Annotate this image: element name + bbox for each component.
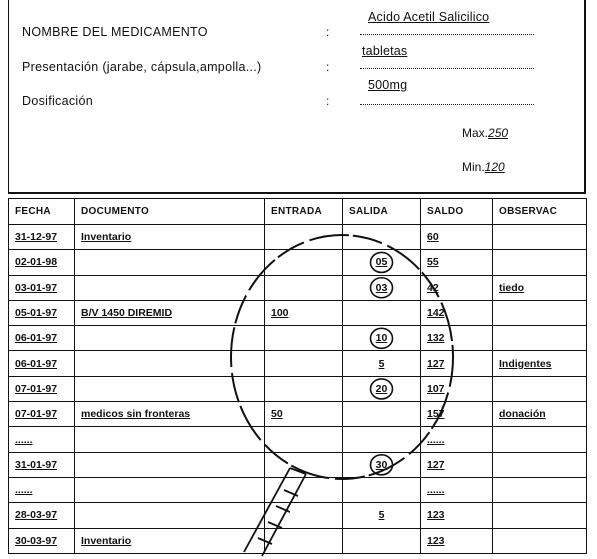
cell-salida	[343, 477, 421, 502]
table-row	[9, 376, 587, 401]
cell-fecha	[9, 326, 75, 351]
cell-saldo	[421, 250, 493, 275]
cell-saldo	[421, 300, 493, 325]
cell-salida	[343, 427, 421, 452]
cell-observ	[493, 376, 587, 401]
cell-saldo	[421, 351, 493, 376]
cell-salida	[343, 503, 421, 528]
medication-name-value: Acido Acetil Salicilico	[368, 10, 490, 24]
cell-saldo	[421, 427, 493, 452]
cell-observ	[493, 477, 587, 502]
cell-fecha	[9, 225, 75, 250]
cell-saldo	[421, 503, 493, 528]
col-header-entrada: ENTRADA	[265, 199, 343, 225]
presentation-value: tabletas	[362, 44, 408, 58]
cell-entrada	[265, 528, 343, 553]
cell-salida	[343, 351, 421, 376]
table-row	[9, 300, 587, 325]
cell-entrada	[265, 402, 343, 427]
cell-saldo-text: 123	[427, 509, 445, 522]
cell-observ	[493, 225, 587, 250]
cell-fecha-text: 05-01-97	[15, 307, 58, 320]
cell-salida	[343, 528, 421, 553]
table-row	[9, 326, 587, 351]
cell-observ	[493, 452, 587, 477]
cell-saldo	[421, 477, 493, 502]
cell-saldo-text: 142	[427, 307, 445, 320]
max-stock	[462, 126, 508, 140]
cell-saldo-text: 132	[427, 332, 445, 345]
colon: :	[326, 60, 330, 74]
cell-fecha-text: 30-03-97	[15, 534, 58, 547]
table-row	[9, 503, 587, 528]
table-row	[9, 528, 587, 553]
min-stock	[462, 160, 505, 174]
cell-fecha	[9, 477, 75, 502]
cell-salida-text: 20	[375, 382, 388, 395]
cell-saldo	[421, 225, 493, 250]
cell-saldo	[421, 528, 493, 553]
cell-observ	[493, 427, 587, 452]
cell-documento-text: Inventario	[81, 231, 132, 244]
col-header-saldo: SALDO	[421, 199, 493, 225]
cell-fecha	[9, 300, 75, 325]
cell-fecha	[9, 402, 75, 427]
cell-fecha	[9, 452, 75, 477]
cell-salida-text: 30	[375, 458, 388, 471]
cell-documento	[75, 477, 265, 502]
cell-observ	[493, 351, 587, 376]
cell-documento	[75, 376, 265, 401]
table-row	[9, 275, 587, 300]
stock-movements-table	[8, 198, 587, 554]
table-row	[9, 452, 587, 477]
cell-fecha-text: 07-01-97	[15, 382, 58, 395]
cell-observ	[493, 402, 587, 427]
dotted-line	[360, 34, 534, 35]
cell-entrada-text: 50	[271, 408, 283, 421]
cell-salida	[343, 250, 421, 275]
cell-saldo	[421, 402, 493, 427]
cell-observ	[493, 275, 587, 300]
cell-fecha-text: 07-01-97	[15, 408, 58, 421]
cell-salida-text: 03	[375, 281, 388, 294]
cell-fecha-text: 31-12-97	[15, 231, 58, 244]
cell-fecha	[9, 376, 75, 401]
cell-fecha	[9, 503, 75, 528]
presentation-label: Presentación (jarabe, cápsula,ampolla...)	[22, 60, 262, 74]
cell-salida-text: 5	[378, 509, 385, 522]
cell-entrada	[265, 326, 343, 351]
cell-documento	[75, 300, 265, 325]
cell-salida	[343, 326, 421, 351]
cell-saldo	[421, 275, 493, 300]
cell-fecha-text: 28-03-97	[15, 509, 58, 522]
cell-salida	[343, 402, 421, 427]
cell-saldo	[421, 376, 493, 401]
col-header-observac: OBSERVAC	[493, 199, 587, 225]
cell-fecha-text: 03-01-97	[15, 281, 58, 294]
cell-saldo-text: ......	[427, 433, 445, 446]
cell-entrada	[265, 477, 343, 502]
cell-documento-text: Inventario	[81, 534, 132, 547]
cell-entrada	[265, 300, 343, 325]
cell-documento	[75, 250, 265, 275]
table-row	[9, 225, 587, 250]
cell-fecha	[9, 528, 75, 553]
cell-entrada	[265, 250, 343, 275]
cell-saldo-text: ......	[427, 484, 445, 497]
cell-fecha-text: ......	[15, 484, 33, 497]
cell-observ	[493, 528, 587, 553]
table-row	[9, 427, 587, 452]
cell-salida	[343, 225, 421, 250]
cell-observ	[493, 326, 587, 351]
cell-documento	[75, 351, 265, 376]
cell-observ-text: donación	[499, 408, 546, 421]
cell-entrada	[265, 427, 343, 452]
cell-fecha	[9, 427, 75, 452]
col-header-fecha: FECHA	[9, 199, 75, 225]
cell-salida-text: 05	[375, 256, 388, 269]
cell-fecha-text: 06-01-97	[15, 332, 58, 345]
min-label: Min.	[462, 160, 485, 174]
cell-documento	[75, 452, 265, 477]
cell-saldo-text: 55	[427, 256, 439, 269]
cell-observ-text: Indigentes	[499, 357, 552, 370]
cell-salida	[343, 275, 421, 300]
cell-saldo-text: 127	[427, 458, 445, 471]
cell-entrada	[265, 275, 343, 300]
cell-salida	[343, 452, 421, 477]
cell-saldo	[421, 326, 493, 351]
table-header-row	[9, 199, 587, 225]
table-row	[9, 250, 587, 275]
min-value: 120	[484, 160, 505, 174]
cell-salida-text: 5	[378, 357, 385, 370]
cell-documento-text: B/V 1450 DIREMID	[81, 307, 173, 320]
cell-documento-text: medicos sin fronteras	[81, 408, 191, 421]
cell-observ	[493, 300, 587, 325]
cell-documento	[75, 503, 265, 528]
cell-entrada	[265, 503, 343, 528]
cell-observ-text: tiedo	[499, 281, 525, 294]
cell-salida	[343, 300, 421, 325]
cell-entrada	[265, 376, 343, 401]
cell-saldo-text: 157	[427, 408, 445, 421]
cell-fecha-text: 02-01-98	[15, 256, 58, 269]
table-row	[9, 477, 587, 502]
table-row	[9, 351, 587, 376]
medication-name-label: NOMBRE DEL MEDICAMENTO	[22, 25, 208, 39]
table-body	[9, 225, 587, 554]
table-row	[9, 402, 587, 427]
cell-entrada	[265, 225, 343, 250]
cell-documento	[75, 275, 265, 300]
cell-fecha-text: ......	[15, 433, 33, 446]
cell-documento	[75, 528, 265, 553]
col-header-documento: DOCUMENTO	[75, 199, 265, 225]
dosage-value: 500mg	[368, 78, 408, 92]
cell-salida-text: 10	[375, 332, 388, 345]
cell-saldo	[421, 452, 493, 477]
cell-fecha-text: 06-01-97	[15, 357, 58, 370]
cell-observ	[493, 503, 587, 528]
cell-saldo-text: 127	[427, 357, 445, 370]
max-label: Max.	[462, 126, 489, 140]
col-header-salida: SALIDA	[343, 199, 421, 225]
colon: :	[326, 25, 330, 39]
cell-documento	[75, 225, 265, 250]
cell-documento	[75, 326, 265, 351]
cell-documento	[75, 427, 265, 452]
cell-fecha	[9, 250, 75, 275]
cell-entrada	[265, 351, 343, 376]
cell-fecha-text: 31-01-97	[15, 458, 58, 471]
cell-fecha	[9, 351, 75, 376]
cell-saldo-text: 42	[427, 281, 439, 294]
cell-fecha	[9, 275, 75, 300]
max-value: 250	[488, 126, 509, 140]
cell-saldo-text: 60	[427, 231, 439, 244]
dosage-label: Dosificación	[22, 94, 93, 108]
cell-observ	[493, 250, 587, 275]
cell-saldo-text: 107	[427, 382, 445, 395]
cell-entrada-text: 100	[271, 307, 289, 320]
colon: :	[326, 94, 330, 108]
cell-entrada	[265, 452, 343, 477]
cell-salida	[343, 376, 421, 401]
cell-documento	[75, 402, 265, 427]
dotted-line	[360, 104, 534, 105]
cell-saldo-text: 123	[427, 534, 445, 547]
dotted-line	[360, 68, 534, 69]
